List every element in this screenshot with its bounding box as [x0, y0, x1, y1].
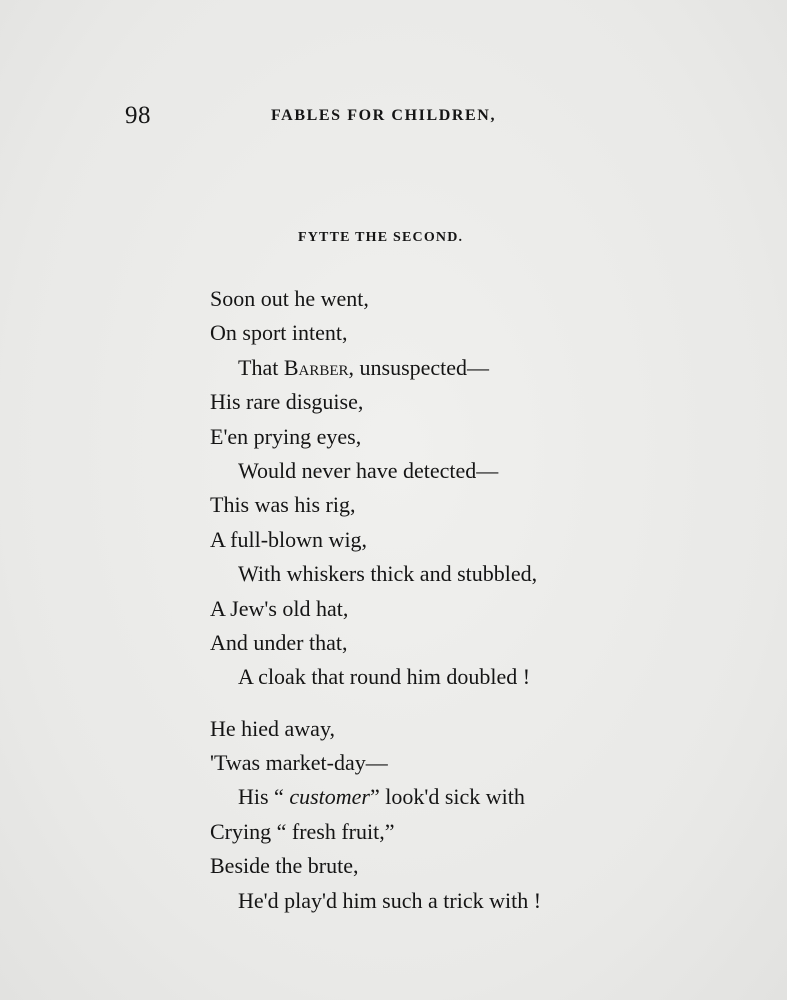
italic-word: customer: [289, 784, 370, 810]
line-text: That: [238, 354, 284, 380]
poem-line: He'd play'd him such a trick with !: [238, 887, 542, 913]
poem-line: E'en prying eyes,: [210, 423, 362, 449]
poem-line: Soon out he went,: [210, 286, 369, 311]
poem-line: [210, 351, 650, 385]
running-title: FABLES FOR CHILDREN,: [271, 107, 497, 124]
poem-line: [210, 780, 650, 814]
page-number: 98: [125, 102, 151, 129]
section-heading: FYTTE THE SECOND.: [298, 230, 464, 245]
poem-line: On sport intent,: [210, 320, 348, 346]
small-caps-word: Barber: [283, 354, 349, 380]
poem-line: His rare disguise,: [210, 389, 364, 415]
poem-line: And under that,: [210, 629, 348, 655]
poem-line: Would never have detected—: [238, 457, 499, 483]
poem-line: 'Twas market-day—: [210, 750, 388, 776]
poem-line: A Jew's old hat,: [210, 595, 349, 621]
line-text: His “: [238, 784, 290, 810]
line-text: , unsuspected—: [348, 354, 490, 380]
poem-line: A full-blown wig,: [210, 526, 368, 552]
poem-line: Beside the brute,: [210, 853, 359, 879]
poem-line: Crying “ fresh fruit,”: [210, 818, 395, 844]
poem-line: This was his rig,: [210, 492, 356, 518]
line-text: ” look'd sick with: [369, 784, 525, 810]
poem-line: A cloak that round him doubled !: [238, 664, 531, 690]
poem-line: With whiskers thick and stubbled,: [238, 561, 538, 587]
poem-line: He hied away,: [210, 715, 336, 741]
poem: [210, 282, 650, 918]
